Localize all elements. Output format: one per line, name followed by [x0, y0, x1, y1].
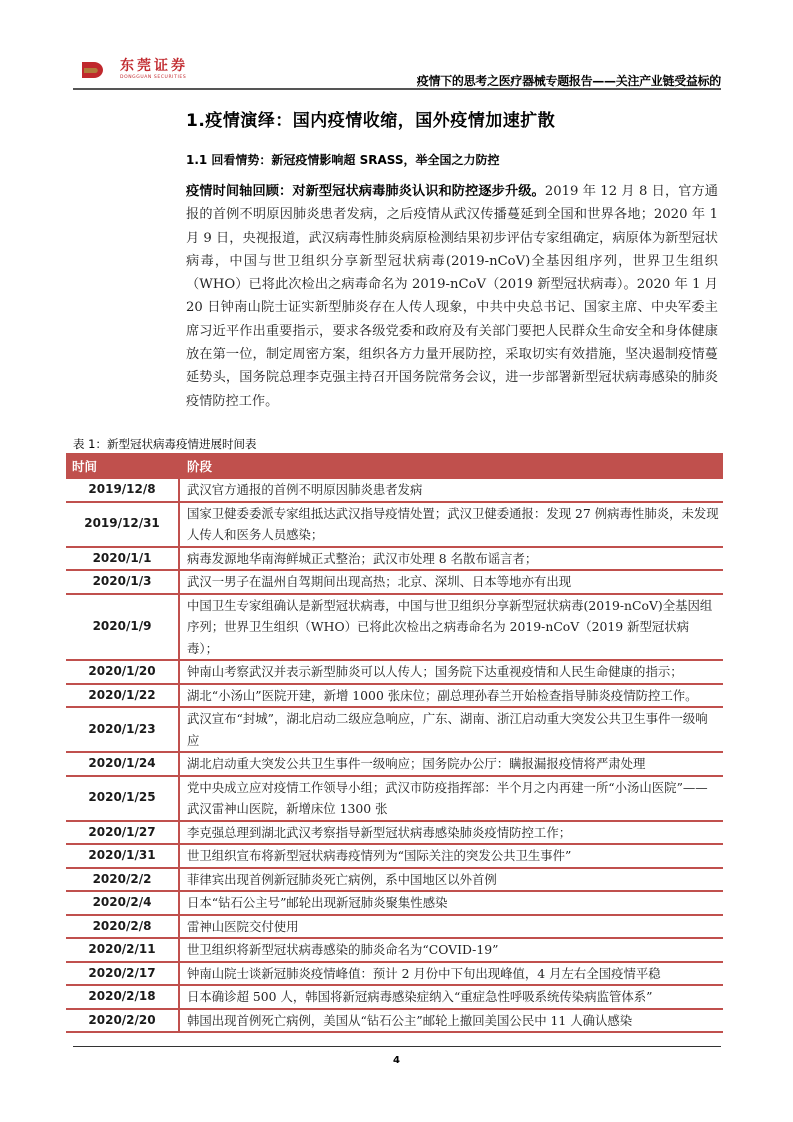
table-row — [66, 479, 723, 502]
table-row — [66, 776, 723, 821]
row-description: 世卫组织宣布将新型冠状病毒疫情列为“国际关注的突发公共卫生事件” — [179, 844, 723, 868]
page-number: 4 — [393, 1055, 400, 1066]
row-date: 2020/2/20 — [66, 1009, 179, 1033]
subsection-heading: 1.1 回看情势：新冠疫情影响超 SRASS，举全国之力防控 — [186, 153, 500, 167]
table-row — [66, 570, 723, 594]
company-logo — [80, 58, 220, 84]
row-description: 钟南山院士谈新冠肺炎疫情峰值：预计 2 月份中下旬出现峰值，4 月左右全国疫情平稳 — [179, 962, 723, 986]
table-row — [66, 938, 723, 962]
row-description: 菲律宾出现首例新冠肺炎死亡病例，系中国地区以外首例 — [179, 868, 723, 892]
body-paragraph — [186, 180, 718, 413]
row-description: 韩国出现首例死亡病例，美国从“钻石公主”邮轮上撤回美国公民中 11 人确认感染 — [179, 1009, 723, 1033]
table-row — [66, 891, 723, 915]
row-description: 武汉官方通报的首例不明原因肺炎患者发病 — [179, 479, 723, 502]
row-date: 2020/2/11 — [66, 938, 179, 962]
row-description: 日本“钻石公主号”邮轮出现新冠肺炎聚集性感染 — [179, 891, 723, 915]
logo-mark-icon — [80, 60, 106, 80]
row-description: 国家卫健委委派专家组抵达武汉指导疫情处置；武汉卫健委通报：发现 27 例病毒性肺炎，未发现人传人和医务人员感染； — [179, 502, 723, 547]
report-title: 疫情下的思考之医疗器械专题报告——关注产业链受益标的 — [416, 74, 721, 88]
logo-chinese-name: 东莞证券 — [120, 58, 188, 74]
table-row — [66, 547, 723, 571]
column-header-time: 时间 — [66, 453, 179, 479]
row-description: 病毒发源地华南海鲜城正式整治；武汉市处理 8 名散布谣言者； — [179, 547, 723, 571]
row-description: 武汉一男子在温州自驾期间出现高热；北京、深圳、日本等地亦有出现 — [179, 570, 723, 594]
row-date: 2020/1/1 — [66, 547, 179, 571]
row-description: 中国卫生专家组确认是新型冠状病毒，中国与世卫组织分享新型冠状病毒(2019-nCoV)全基因组序列；世界卫生组织（WHO）已将此次检出之病毒命名为 2019-nCoV（2019 新型冠状病毒）； — [179, 594, 723, 661]
table-row — [66, 752, 723, 776]
table-row — [66, 1009, 723, 1033]
row-description: 李克强总理到湖北武汉考察指导新型冠状病毒感染肺炎疫情防控工作； — [179, 821, 723, 845]
row-date: 2019/12/31 — [66, 502, 179, 547]
row-date: 2019/12/8 — [66, 479, 179, 502]
table-row — [66, 594, 723, 661]
row-date: 2020/2/18 — [66, 985, 179, 1009]
table-row — [66, 502, 723, 547]
row-date: 2020/1/23 — [66, 707, 179, 752]
table-row — [66, 821, 723, 845]
column-header-stage: 阶段 — [179, 453, 723, 479]
paragraph-lead: 疫情时间轴回顾：对新型冠状病毒肺炎认识和防控逐步升级。 — [186, 184, 545, 199]
row-description: 雷神山医院交付使用 — [179, 915, 723, 939]
page-header — [0, 0, 793, 92]
row-description: 世卫组织将新型冠状病毒感染的肺炎命名为“COVID-19” — [179, 938, 723, 962]
table-header-row — [66, 453, 723, 479]
row-date: 2020/2/2 — [66, 868, 179, 892]
timeline-table — [66, 453, 723, 1033]
table-row — [66, 985, 723, 1009]
row-date: 2020/1/9 — [66, 594, 179, 661]
row-description: 钟南山考察武汉并表示新型肺炎可以人传人；国务院下达重视疫情和人民生命健康的指示； — [179, 660, 723, 684]
row-date: 2020/1/24 — [66, 752, 179, 776]
section-heading: 1.疫情演绎：国内疫情收缩，国外疫情加速扩散 — [186, 111, 556, 131]
logo-english-name: DONGGUAN SECURITIES — [120, 75, 187, 80]
row-description: 武汉宣布“封城”，湖北启动二级应急响应，广东、湖南、浙江启动重大突发公共卫生事件一级响应 — [179, 707, 723, 752]
table-row — [66, 844, 723, 868]
table-body — [66, 479, 723, 1032]
table-row — [66, 915, 723, 939]
table-row — [66, 962, 723, 986]
row-date: 2020/2/4 — [66, 891, 179, 915]
row-description: 湖北“小汤山”医院开建，新增 1000 张床位；副总理孙春兰开始检查指导肺炎疫情防控工作。 — [179, 684, 723, 708]
row-date: 2020/1/3 — [66, 570, 179, 594]
table-row — [66, 684, 723, 708]
row-date: 2020/1/27 — [66, 821, 179, 845]
footer-divider — [73, 1046, 721, 1047]
table-row — [66, 707, 723, 752]
row-description: 日本确诊超 500 人，韩国将新冠病毒感染症纳入“重症急性呼吸系统传染病监管体系” — [179, 985, 723, 1009]
row-date: 2020/2/17 — [66, 962, 179, 986]
paragraph-body: 2019 年 12 月 8 日，官方通报的首例不明原因肺炎患者发病，之后疫情从武汉传播蔓延到全国和世界各地；2020 年 1 月 9 日，央视报道，武汉病毒性肺炎病原检测结果初步评估专家组确定，病原体为新型冠状病毒，中国与世卫组织分享新型冠状病毒(2019-nCoV)全基因组序列，世界卫生组织（WHO）已将此次检出之病毒命名为 2019-nCoV（2019 新型冠状病毒）。2020 年 1 月 20 日钟南山院士证实新型肺炎存在人传人现象，中共中央总书记、国家主席、中央军委主席习近平作出重要指示，要求各级党委和政府及有关部门要把人民群众生命安全和身体健康放在第一位，制定周密方案，组织各方力量开展防控，采取切实有效措施，坚决遏制疫情蔓延势头，国务院总理李克强主持召开国务院常务会议，进一步部署新型冠状病毒感染的肺炎疫情防控工作。 — [186, 184, 718, 409]
row-date: 2020/1/25 — [66, 776, 179, 821]
header-divider — [73, 88, 721, 90]
table-caption: 表 1：新型冠状病毒疫情进展时间表 — [73, 437, 257, 451]
table-row — [66, 660, 723, 684]
row-description: 湖北启动重大突发公共卫生事件一级响应；国务院办公厅：瞒报漏报疫情将严肃处理 — [179, 752, 723, 776]
row-date: 2020/2/8 — [66, 915, 179, 939]
row-date: 2020/1/20 — [66, 660, 179, 684]
row-date: 2020/1/31 — [66, 844, 179, 868]
row-date: 2020/1/22 — [66, 684, 179, 708]
row-description: 党中央成立应对疫情工作领导小组；武汉市防疫指挥部：半个月之内再建一所“小汤山医院”——武汉雷神山医院，新增床位 1300 张 — [179, 776, 723, 821]
table-row — [66, 868, 723, 892]
